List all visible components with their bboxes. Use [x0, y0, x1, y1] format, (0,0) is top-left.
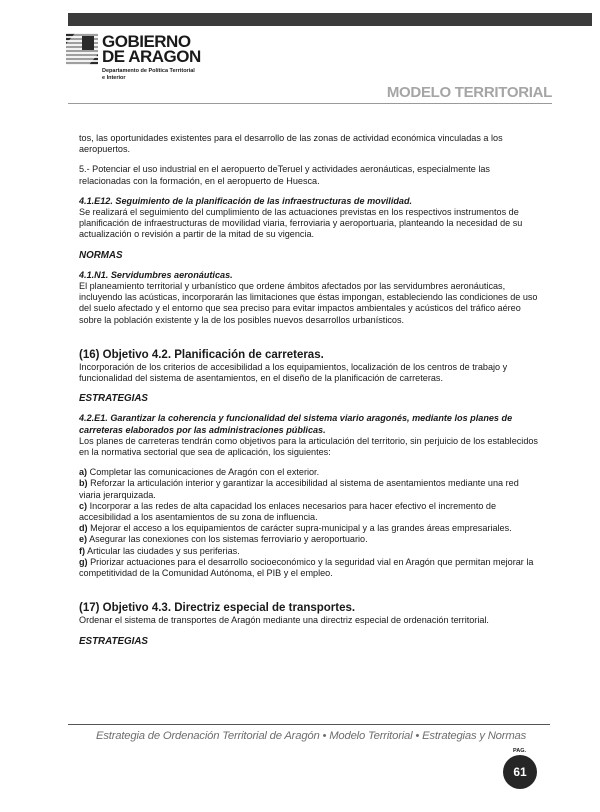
page-number-badge	[503, 755, 537, 789]
list-letter-a: a)	[79, 467, 88, 478]
gobierno-aragon-logo	[66, 32, 236, 92]
footer-title: Estrategia de Ordenación Territorial de Aragón • Modelo Territorial • Estrategias y Normas	[96, 730, 527, 742]
heading-4-1-e12: 4.1.E12. Seguimiento de la planificación de las infraestructuras de movilidad.	[79, 195, 413, 206]
list-letter-d: d)	[79, 523, 88, 534]
list-item-f	[79, 546, 539, 557]
page-body	[79, 133, 539, 647]
paragraph-item-5: 5.- Potenciar el uso industrial en el aeropuerto deTeruel y actividades aeronáuticas, especialmente las relacionadas con la formación, en el aeropuerto de Huesca.	[79, 164, 490, 186]
department-line2: e Interior	[102, 74, 126, 81]
aragon-emblem-icon	[66, 32, 98, 66]
list-text-g: Priorizar actuaciones para el desarrollo socioeconómico y la seguridad vial en Aragón que permitan mejorar la competitividad de la Comunidad Autónoma, el PIB y el empleo.	[79, 556, 534, 579]
paragraph-objetivo-16: Incorporación de los criterios de accesibilidad a los equipamientos, localización de los centros de trabajo y funcionalidad del sistema de asentamientos, en el diseño de la planificación de carreteras.	[79, 361, 508, 384]
list-item-g	[79, 557, 539, 579]
department-line1: Departamento de Política Territorial	[102, 68, 195, 74]
logo-text-line1: GOBIERNO	[102, 32, 191, 51]
header-divider	[68, 103, 552, 104]
department-name	[102, 68, 195, 81]
list-letter-c: c)	[79, 500, 88, 511]
heading-estrategias-2: ESTRATEGIAS	[79, 635, 148, 647]
list-item-d	[79, 523, 539, 534]
paragraph-4-1-e12: Se realizará el seguimiento del cumplimiento de las actuaciones previstas en los respectivos instrumentos de planificación de infraestructuras de movilidad viaria, ferroviaria y aeroportuaria, planteando la necesidad de su actualización o revisión a partir de la mitad de su vigencia.	[79, 207, 523, 240]
list-item-e	[79, 534, 539, 545]
footer-divider	[68, 724, 550, 725]
paragraph-4-2-e1: Los planes de carreteras tendrán como objetivos para la articulación del territorio, sin perjuicio de los establecidos en la normativa sectorial que sea de aplicación, los siguientes:	[79, 435, 538, 458]
heading-4-2-e1: 4.2.E1. Garantizar la coherencia y funcionalidad del sistema viario aragonés, mediante los planes de carreteras elaborados por las administraciones públicas.	[79, 413, 513, 435]
list-item-a	[79, 467, 539, 478]
logo-text-line2: DE ARAGON	[102, 47, 201, 66]
paragraph-objetivo-17: Ordenar el sistema de transportes de Aragón mediante una directriz especial de ordenación territorial.	[79, 615, 489, 626]
paragraph-4-1-n1: El planeamiento territorial y urbanístico que ordene ámbitos afectados por las servidumbres aeronáuticas, incluyendo las acústicas, incorporarán las limitaciones que éstas impongan, estableciendo las condiciones de uso del suelo afectado y el entorno que sea preciso para evitar impactos ambientales y acústicos del tráfico aéreo sobre la población existente y la de los posibles nuevos desarrollos urbanísticos.	[79, 281, 538, 325]
paragraph-continuation: tos, las oportunidades existentes para el desarrollo de las zonas de actividad económica vinculadas a los aeropuertos.	[79, 133, 503, 155]
list-text-b: Reforzar la articulación interior y garantizar la accesibilidad al sistema de asentamientos mediante una red viaria jerarquizada.	[79, 478, 519, 500]
list-letter-g: g)	[79, 556, 88, 567]
list-letter-e: e)	[79, 534, 88, 545]
heading-objetivo-16: (16) Objetivo 4.2. Planificación de carreteras.	[79, 348, 324, 361]
list-letter-b: b)	[79, 478, 88, 489]
list-item-c	[79, 501, 539, 523]
section-title: MODELO TERRITORIAL	[386, 84, 552, 101]
list-item-b	[79, 478, 539, 500]
list-text-c: Incorporar a las redes de alta capacidad los enlaces necesarios para hacer efectivo el incremento de accesibilidad a los asentamientos de su zona de influencia.	[79, 500, 497, 523]
heading-4-1-n1: 4.1.N1. Servidumbres aeronáuticas.	[79, 269, 233, 280]
list-text-e: Asegurar las conexiones con los sistemas ferroviario y aeroportuario.	[87, 534, 368, 545]
page-number: 61	[513, 765, 527, 779]
heading-objetivo-17: (17) Objetivo 4.3. Directriz especial de transportes.	[79, 602, 356, 615]
top-bar	[68, 13, 592, 26]
list-letter-f: f)	[79, 545, 86, 556]
page-label: PAG.	[513, 748, 527, 754]
list-text-f: Articular las ciudades y sus periferias.	[85, 545, 240, 556]
heading-estrategias-1: ESTRATEGIAS	[79, 393, 148, 405]
heading-normas: NORMAS	[79, 249, 123, 261]
list-text-d: Mejorar el acceso a los equipamientos de carácter supra-municipal y a las grandes áreas empresariales.	[87, 523, 512, 534]
list-text-a: Completar las comunicaciones de Aragón con el exterior.	[87, 467, 320, 478]
